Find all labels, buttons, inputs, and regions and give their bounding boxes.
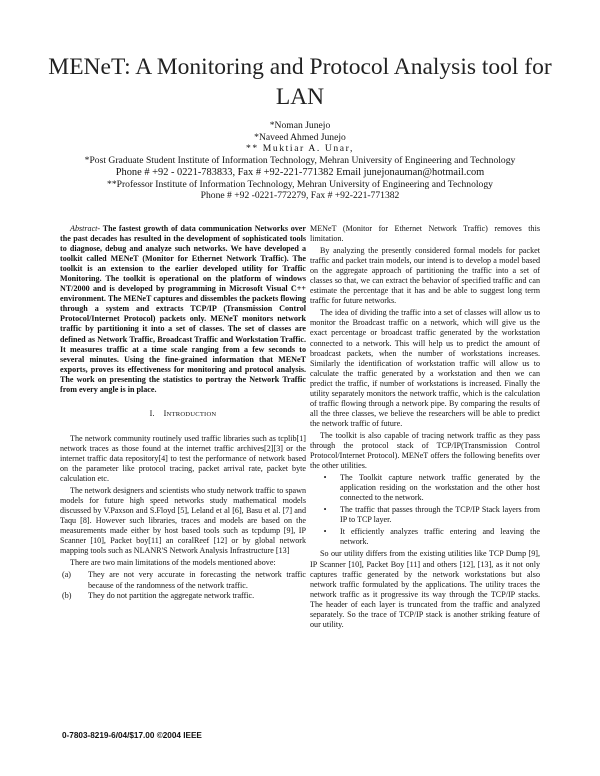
author-1: *Noman Junejo bbox=[269, 120, 331, 131]
list-item: • The traffic that passes through the TCP/IP Stack layers from IP to TCP layer. bbox=[310, 505, 540, 525]
benefits-list bbox=[310, 473, 540, 547]
abstract bbox=[60, 224, 306, 395]
body-paragraph: By analyzing the presently considered formal models for packet traffic and packet train models, our intend is to develop a model based on the aggregate approach of partitioning the traffic into a set of classes so that, we can extract the behavior of specified traffic and can estimate the percentage that it has and be able to suggest long term traffic for future networks. bbox=[310, 246, 540, 306]
abstract-text: The fastest growth of data communication Networks over the past decades has resulted in the development of sophisticated tools to diagnose, debug and analyze such networks. We have developed a toolkit called MENeT (Monitor for Ethernet Network Traffic). The toolkit is an extension to the earlier developed utility for Traffic Monitoring. The toolkit is operational on the platform of windows NT/2000 and is developed by programming in Microsoft Visual C++ environment. The MENeT captures and dissembles the packets flowing through a system and extracts TCP/IP (Transmission Control Protocol/Internet Protocol) packets only. MENeT monitors network traffic by partitioning it into a set of classes. The set of classes are defined as Network Traffic, Broadcast Traffic and Workstation Traffic. It measures traffic at a time scale ranging from a few seconds to several minutes. Using the fine-grained information that MENeT exports, proves its effectiveness for monitoring and protocol analysis. The work on presenting the statistics to portray the Network Traffic from every angle is in place. bbox=[60, 224, 306, 394]
bullet-icon: • bbox=[323, 473, 327, 483]
affiliation-2: **Professor Institute of Information Technology, Mehran University of Engineering and Technology bbox=[107, 178, 493, 190]
body-paragraph: So our utility differs from the existing utilities like TCP Dump [9], IP Scanner [10], Packet Boy [11] and others [12], [13], as it not only captures traffic generated by the network workstations but also network traffic formulated by the applications. The utility traces the network traffic as it progressive its way through the TCP/IP stacks. The header of each layer is truncated from the traffic and analyzed separately. So the trace of TCP/IP stack is another striking feature of our utility. bbox=[310, 549, 540, 629]
body-paragraph: The idea of dividing the traffic into a set of classes will allow us to monitor the Broadcast traffic on a network, which will give us the exact percentage or broadcast traffic generated by the workstation connected to a network. This will help us to predict the amount of broadcast packets, when the number of workstations increases. Similarly the identification of workstation traffic will allow us to calculate the traffic generated by a workstation and then we can predict the traffic, if number of workstations is increased. Finally the utility separately monitors the network traffic, which is the calculation of traffic flowing through a network pipe. By comparing the results of all the three classes, we believe the researchers will be able to predict the network traffic of future. bbox=[310, 308, 540, 428]
right-column bbox=[310, 224, 540, 632]
left-column bbox=[60, 224, 306, 603]
limitations-list bbox=[60, 570, 306, 600]
author-3: ** Muktiar A. Unar, bbox=[245, 143, 355, 155]
body-paragraph: MENeT (Monitor for Ethernet Network Traffic) removes this limitation. bbox=[310, 224, 540, 244]
affiliation-1: *Post Graduate Student Institute of Information Technology, Mehran University of Engineering and Technology bbox=[84, 155, 516, 167]
body-paragraph: The toolkit is also capable of tracing network traffic as they pass through the protocol stack of TCP/IP(Transmission Control Protocol/Internet Protocol). MENeT offers the following benefits over the other utilities. bbox=[310, 430, 540, 471]
list-item: (a) They are not very accurate in forecasting the network traffic because of the randomness of the network traffic. bbox=[62, 570, 306, 590]
section-heading-introduction: I. INTRODUCTION bbox=[149, 408, 217, 418]
list-item: (b) They do not partition the aggregate network traffic. bbox=[62, 590, 255, 600]
copyright-footer: 0-7803-8219-6/04/$17.00 ©2004 IEEE bbox=[62, 731, 202, 740]
bullet-icon: • bbox=[323, 505, 327, 515]
abstract-lead: Abstract- bbox=[70, 224, 101, 233]
intro-paragraph-1: The network community routinely used traffic libraries such as tcplib[1] network traces as those found at the internet traffic archives[2][3] or the internet traffic data repository[4] to test the performance of network based on the parameter like protocol tracing, packet arrival rate, packet byte calculation etc. bbox=[60, 433, 306, 484]
contact-1: Phone # +92 - 0221-783833, Fax # +92-221-771382 Email junejonauman@hotmail.com bbox=[115, 166, 485, 178]
intro-paragraph-2: The network designers and scientists who study network traffic to spawn models for future high speed networks study mathematical models discussed by V.Paxson and S.Floyd [5], Leland et al [6], Basu et al. [7] and Taqu [8]. However such libraries, traces and models are based on the measurements made either by host based tools such as tcpdump [9], IP Scanner [10], Packet boy[11] an coralReef [12] or by global network mapping tools such as NLANR'S Network Analysis Infrastructure [13] bbox=[60, 486, 306, 556]
intro-paragraph-3: There are two main limitations of the models mentioned above: bbox=[70, 558, 276, 568]
list-item: • The Toolkit capture network traffic generated by the application residing on the workstation and the other host connected to the network. bbox=[310, 473, 540, 503]
contact-2: Phone # +92 -0221-772279, Fax # +92-221-771382 bbox=[200, 190, 400, 202]
paper-title: MENeT: A Monitoring and Protocol Analysis tool for LAN bbox=[48, 54, 552, 110]
author-block bbox=[20, 120, 580, 202]
author-2: *Naveed Ahmed Junejo bbox=[254, 131, 346, 143]
list-item: • It efficiently analyzes traffic entering and leaving the network. bbox=[310, 527, 540, 547]
bullet-icon: • bbox=[323, 527, 327, 537]
